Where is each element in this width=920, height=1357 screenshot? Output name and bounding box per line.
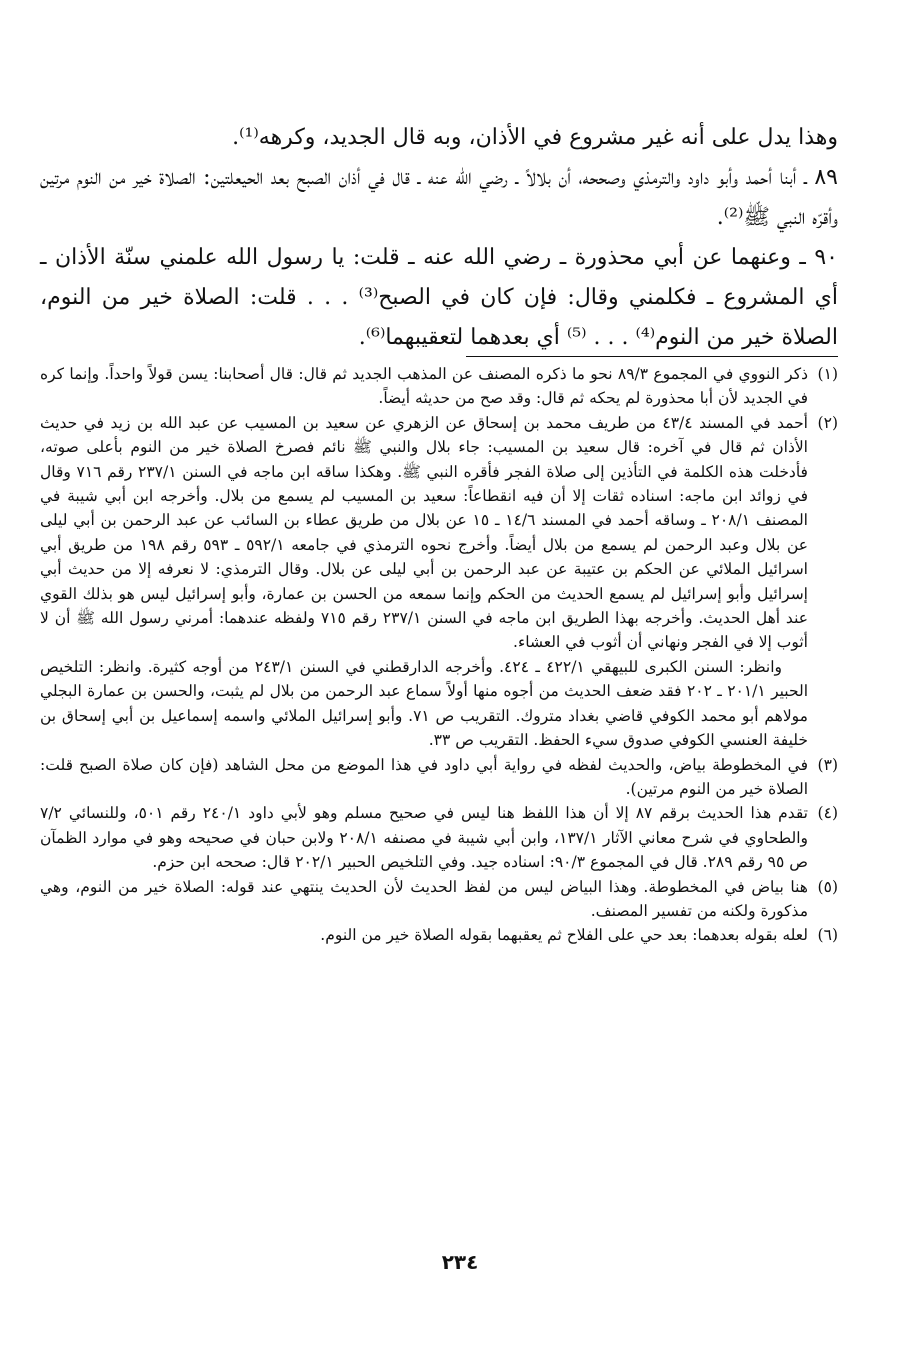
main-paragraph-hadith-89: ٨٩ ـ أبنا أحمد وأبو داود والترمذي وصححه، أن بلالاً ـ رضي الله عنه ـ قال في أذان الصبح بعد الحيعلتين: الصلاة خير من النوم مرتين وأقرّه النبي ﷺ⁽²⁾. (40, 165, 838, 230)
footnote-text: لعله بقوله بعدهما: بعد حي على الفلاح ثم يعقبهما بقوله الصلاة خير من النوم. (320, 926, 808, 945)
footnote-2 (40, 411, 838, 753)
footnotes (40, 362, 838, 948)
footnote-number: (٣) (817, 755, 838, 774)
footnote-text: أحمد في المسند ٤٣/٤ من طريف محمد بن إسحاق عن الزهري عن سعيد بن المسيب عن عبد الله بن زيد في حديث الأذان ثم قال في آخره: قال سعيد بن المسيب: جاء بلال والنبي ﷺ نائم فصرخ الصلاة خير من النوم بأعلى صوته، فأدخلت هذه الكلمة في التأذين إلى صلاة الفجر فأقره النبي ﷺ. وهكذا ساقه ابن ماجه في السنن ٢٣٧/١ رقم ٧١٦ وقال في زوائد ابن ماجه: اسناده ثقات إلا أن فيه انقطاعاً: سعيد بن المسيب لم يسمع من بلال. وأخرجه ابن أبي شيبة في المصنف ٢٠٨/١ ـ وساقه أحمد في المسند ١٤/٦ ـ ١٥ عن بلال من طريق عطاء بن السائب عن عبد الرحمن بن أبي ليلى عن بلال وعبد الرحمن لم يسمع من بلال أيضاً. وأخرج نحوه الترمذي في جامعه ٥٩٢/١ ـ ٥٩٣ رقم ١٩٨ من طريق أبي اسرائيل الملائي عن الحكم بن عتيبة عن عبد الرحمن بن أبي ليلى عن بلال. وقال الترمذي: لا نعرفه إلا من حديث أبي إسرائيل وأبو إسرائيل لم يسمع الحديث من الحكم وإنما سمعه من الحسن بن عمارة، وأبو إسرائيل ليس هو بذلك القوي عند أهل الحديث. وأخرجه بهذا الطريق ابن ماجه في السنن ٢٣٧/١ رقم ٧١٥ ولفظه عندهما: أمرني رسول الله ﷺ أن لا أثوب إلا في الفجر ونهاني أن أثوب في العشاء. (40, 413, 808, 652)
page-number: ٢٣٤ (441, 1250, 479, 1274)
footnote-text: في المخطوطة بياض، والحديث لفظه في رواية أبي داود في هذا الموضع من محل الشاهد (فإن كان صلاة الصبح قلت: الصلاة خير من النوم مرتين). (40, 755, 808, 798)
footnote-number: (١) (817, 365, 838, 383)
footnote-1 (40, 362, 838, 411)
footnote-4 (40, 801, 838, 874)
footnote-6 (40, 923, 838, 947)
footnote-5 (40, 875, 838, 924)
footnote-3 (40, 753, 838, 802)
footnote-number: (٤) (817, 804, 838, 823)
footnote-number: (٦) (817, 926, 838, 945)
footnote-number: (٢) (817, 413, 838, 432)
footnote-number: (٥) (817, 877, 838, 896)
main-paragraph-hadith-90: ٩٠ ـ وعنهما عن أبي محذورة ـ رضي الله عنه ـ قلت: يا رسول الله علمني سنّة الأذان ـ أي المشروع ـ فكلمني وقال: فإن كان في الصبح⁽³⁾ . . . قلت: الصلاة خير من النوم، الصلاة خير من النوم⁽⁴⁾ . . . ⁽⁵⁾ أي بعدهما لتعقيبهما⁽⁶⁾. (40, 245, 839, 350)
footnote-text: هنا بياض في المخطوطة. وهذا البياض ليس من لفظ الحديث لأن الحديث ينتهي عند قوله: الصلاة خير من النوم، وهي مذكورة ولكنه من تفسير المصنف. (40, 877, 808, 920)
main-text (40, 118, 838, 358)
footnote-text-continued: وانظر: السنن الكبرى للبيهقي ٤٢٢/١ ـ ٤٢٤. وأخرجه الدارقطني في السنن ٢٤٣/١ من أوجه كثيرة. وانظر: التلخيص الحبير ٢٠١/١ ـ ٢٠٢ فقد ضعف الحديث من أجوه منها أولاً سماع عبد الرحمن من بلال لم يثبت، والحسن بن عمارة البجلي مولاهم أبو محمد الكوفي قاضي بغداد متروك. التقريب ص ٧١. وأبو إسرائيل الملائي واسمه إسماعيل بن أبي إسحاق بن خليفة العنسي الكوفي صدوق سيء الحفظ. التقريب ص ٣٣. (40, 657, 809, 750)
footnote-separator (466, 356, 838, 357)
footnote-text: تقدم هذا الحديث برقم ٨٧ إلا أن هذا اللفظ هنا ليس في صحيح مسلم وهو لأبي داود ٢٤٠/١ رقم ٥٠١، وللنسائي ٧/٢ والطحاوي في شرح معاني الآثار ١٣٧/١، وابن أبي شيبة في مصنفه ٢٠٨/١ ولابن حبان في صحيحه وهو في موارد الظمآن ص ٩٥ رقم ٢٨٩. قال في المجموع ٩٠/٣: اسناده جيد. وفي التلخيص الحبير ٢٠٢/١ قال: صححه ابن حزم. (40, 804, 809, 872)
main-paragraph-1: وهذا يدل على أنه غير مشروع في الأذان، وبه قال الجديد، وكرهه⁽¹⁾. (232, 125, 838, 150)
footnote-text: ذكر النووي في المجموع ٨٩/٣ نحو ما ذكره المصنف عن المذهب الجديد ثم قال: قال أصحابنا: يسن قولاً واحداً. وإنما كره في الجديد لأن أبا محذورة لم يحكه ثم قال: وقد صح من حديثه أيضاً. (40, 365, 808, 408)
